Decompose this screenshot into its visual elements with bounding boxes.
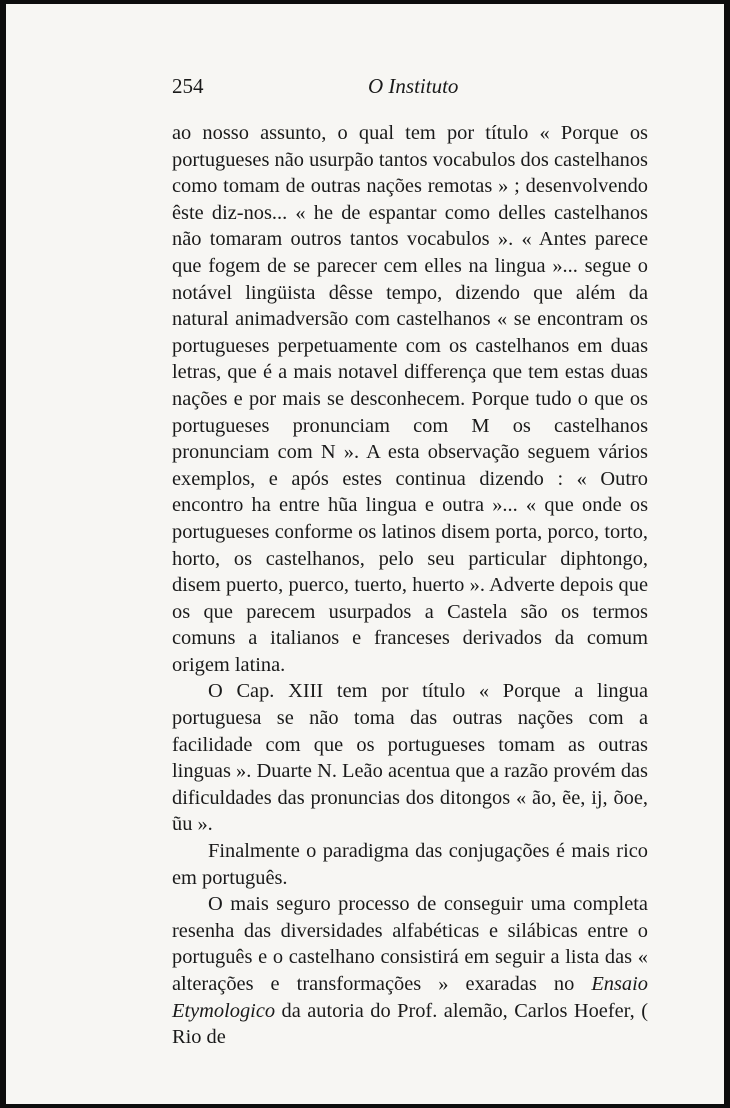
running-title: O Instituto [368,74,459,98]
paragraph [172,838,648,891]
page-number: 254 [172,74,204,98]
text-segment: O mais seguro processo de conseguir uma completa resenha das diversidades alfabéticas e silábicas entre o português e o castelhano consistirá em seguir a lista das « alterações e transformações » exaradas no [172,893,648,995]
body-text [172,120,648,1051]
paragraph [172,678,648,838]
text-segment: Finalmente o paradigma das conjugações é mais rico em português. [172,840,648,889]
text-segment: da autoria do Prof. alemão, Carlos Hoefer, ( Rio de [172,999,648,1049]
paragraph [172,891,648,1051]
page-header [172,74,650,104]
text-segment: O Cap. XIII tem por título « Porque a lingua portuguesa se não toma das outras nações com a facilidade com que os portugueses tomam as outras linguas ». Duarte N. Leão acentua que a razão provém das dificuldades das pronuncias dos ditongos « ão, ẽe, ij, õoe, ũu ». [172,680,648,836]
italic-title: Ensaio Etymologico [172,973,648,1022]
paragraph [172,120,648,678]
text-segment: ao nosso assunto, o qual tem por título « Porque os portugueses não usurpão tantos vocabulos dos castelhanos como tomam de outras nações remotas » ; desenvolvendo êste diz-nos... « he de espantar como delles castelhanos não tomaram outros tantos vocabulos ». « Antes parece que fogem de se parecer cem elles na lingua »... segue o notável lingüista dêsse tempo, dizendo que além da natural animadversão com castelhanos « se encontram os portugueses perpetuamente com os castelhanos em duas letras, que é a mais notavel differença que tem estas duas nações e por mais se desconhecem. Porque tudo o que os portugueses pronunciam com M os castelhanos pronunciam com N ». A esta observação seguem vários exemplos, e após estes continua dizendo : « Outro encontro ha entre hũa lingua e outra »... « que onde os portugueses conforme os latinos disem porta, porco, torto, horto, os castelhanos, pelo seu particular diphtongo, disem puerto, puerco, tuerto, huerto ». Adverte depois que os que parecem usurpados a Castela são os termos comuns a italianos e franceses derivados da comum origem latina. [172,122,648,676]
